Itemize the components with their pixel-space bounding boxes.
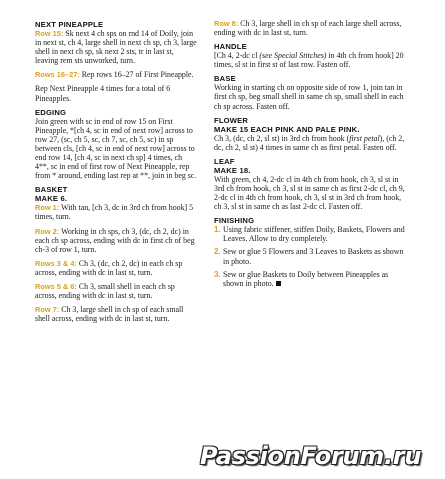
rows-16-27	[35, 70, 197, 79]
row-15-label: Row 15:	[35, 29, 64, 38]
handle-text-a: [Ch 4, 2-dc cl	[214, 51, 260, 61]
next-pineapple-section	[35, 20, 197, 103]
basket-heading: BASKET	[35, 185, 68, 195]
basket-rows-5-6	[35, 282, 197, 300]
rows-16-27-text: Rep rows 16–27 of First Pineapple.	[79, 70, 194, 80]
finishing-heading: FINISHING	[214, 216, 255, 226]
basket-row-1	[35, 203, 197, 221]
finishing-step-3-text: Sew or glue Baskets to Doily between Pineapples as shown in photo.	[223, 269, 389, 288]
flower-text-a: Ch 3, (dc, ch 2, sl st) in 3rd ch from hook (	[214, 133, 350, 143]
basket-row-1-text: With tan, [ch 3, dc in 3rd ch from hook] 5 times, turn.	[35, 203, 194, 222]
basket-row-8	[214, 19, 410, 37]
finishing-step-1-text: Using fabric stiffener, stiffen Doily, Baskets, Flowers and Leaves. Allow to dry completely.	[223, 225, 405, 244]
finishing-step-2-number: 2.	[214, 247, 221, 257]
row-15	[35, 29, 197, 65]
rows-16-27-label: Rows 16–27:	[35, 70, 80, 80]
basket-section	[35, 185, 197, 323]
edging-text: Join green with sc in end of row 15 on First Pineapple, *[ch 4, sc in end of next row] across to row 27, (sc, ch 5, sc, ch 7, sc, ch 5, sc) in sp between cls, [ch 4, sc in end of next row] across to end row 14, [ch 4, sc in next ch sp] 4 times, ch 4**, sc in end of first row of Next Pineapple, rep from * around, ending last rep at **, join in beg sc.	[35, 116, 197, 181]
basket-row-2-label: Row 2:	[35, 226, 60, 236]
basket-row-1-label: Row 1:	[35, 203, 60, 213]
next-pineapple-heading: NEXT PINEAPPLE	[35, 20, 104, 29]
basket-make-count: MAKE 6.	[35, 194, 68, 204]
handle-text	[214, 51, 410, 69]
base-section	[214, 74, 410, 110]
basket-rows-5-6-label: Rows 5 & 6:	[35, 281, 77, 291]
repeat-instruction: Rep Next Pineapple 4 times for a total of 6 Pineapples.	[35, 84, 171, 103]
edging-heading: EDGING	[35, 107, 67, 117]
finishing-step-1-number: 1.	[214, 225, 221, 235]
handle-text-b: in 4th ch from hook] 20 times, sl st in first st of last row. Fasten off.	[214, 51, 404, 70]
leaf-heading: LEAF	[214, 156, 235, 166]
flower-make-count: MAKE 15 EACH PINK AND PALE PINK.	[214, 124, 360, 134]
leaf-make-count: MAKE 18.	[214, 165, 251, 175]
basket-row-2-text: Working in ch sps, ch 3, (dc, ch 2, dc) in each ch sp across, ending with dc in first ch of beg ch-3 of row 1, turn.	[35, 226, 195, 254]
basket-row-2	[35, 227, 197, 254]
flower-text	[214, 134, 410, 152]
row-15-text: Sk next 4 ch sps on rnd 14 of Doily, join in next st, ch 4, large shell in next ch sp, ch 3, large shell in next ch sp, sk next 2 sts, tr in last st, leaving rem sts unworked, turn.	[35, 29, 197, 66]
base-heading: BASE	[214, 74, 236, 84]
right-column	[214, 19, 410, 292]
leaf-text: With green, ch 4, 2-dc cl in 4th ch from hook, ch 3, sl st in 3rd ch from hook, ch 3, sl st in same ch as first 2-dc cl, ch 9, 2-dc cl in 4th ch from hook, ch 3, sl st in 3rd ch from hook, ch 3, sl st in same ch as last 2-dc cl. Fasten off.	[214, 174, 405, 212]
handle-heading: HANDLE	[214, 42, 247, 52]
basket-row-8-text: Ch 3, large shell in ch sp of each large shell across, ending with dc in last st, turn.	[214, 19, 402, 38]
finishing-step-2-text: Sew or glue 5 Flowers and 3 Leaves to Baskets as shown in photo.	[223, 247, 404, 266]
finishing-step-3	[214, 270, 410, 288]
basket-rows-3-4	[35, 259, 197, 277]
finishing-step-3-number: 3.	[214, 269, 221, 279]
watermark: PassionForum.ru	[200, 442, 422, 470]
leaf-section	[214, 157, 410, 211]
flower-text-b: ), (ch 2, dc, ch 2, sl st) 4 times in same ch as first petal. Fasten off.	[214, 133, 405, 152]
basket-row-7	[35, 305, 197, 323]
basket-row-7-text: Ch 3, large shell in ch sp of each small shell across, ending with dc in last st, turn.	[35, 305, 184, 324]
flower-section	[214, 116, 410, 152]
basket-row-8-label: Row 8:	[214, 19, 239, 28]
edging-section	[35, 108, 197, 181]
base-text: Working in starting ch on opposite side of row 1, join tan in first ch sp, beg small shell in same ch sp, small shell in each ch sp across. Fasten off.	[214, 83, 404, 111]
handle-section	[214, 42, 410, 69]
basket-row-7-label: Row 7:	[35, 305, 60, 315]
finishing-section	[214, 216, 410, 288]
end-square-icon	[276, 281, 281, 286]
basket-rows-3-4-text: Ch 3, (dc, ch 2, dc) in each ch sp across, ending with dc in last st, turn.	[35, 258, 183, 277]
finishing-step-1	[214, 225, 410, 243]
left-column	[35, 20, 197, 323]
flower-heading: FLOWER	[214, 115, 249, 125]
handle-text-italic: (see Special Stitches)	[259, 51, 327, 61]
flower-text-italic: first petal	[349, 133, 380, 143]
basket-rows-5-6-text: Ch 3, small shell in each ch sp across, ending with dc in last st, turn.	[35, 281, 175, 301]
basket-rows-3-4-label: Rows 3 & 4:	[35, 258, 77, 268]
finishing-step-2	[214, 247, 410, 265]
